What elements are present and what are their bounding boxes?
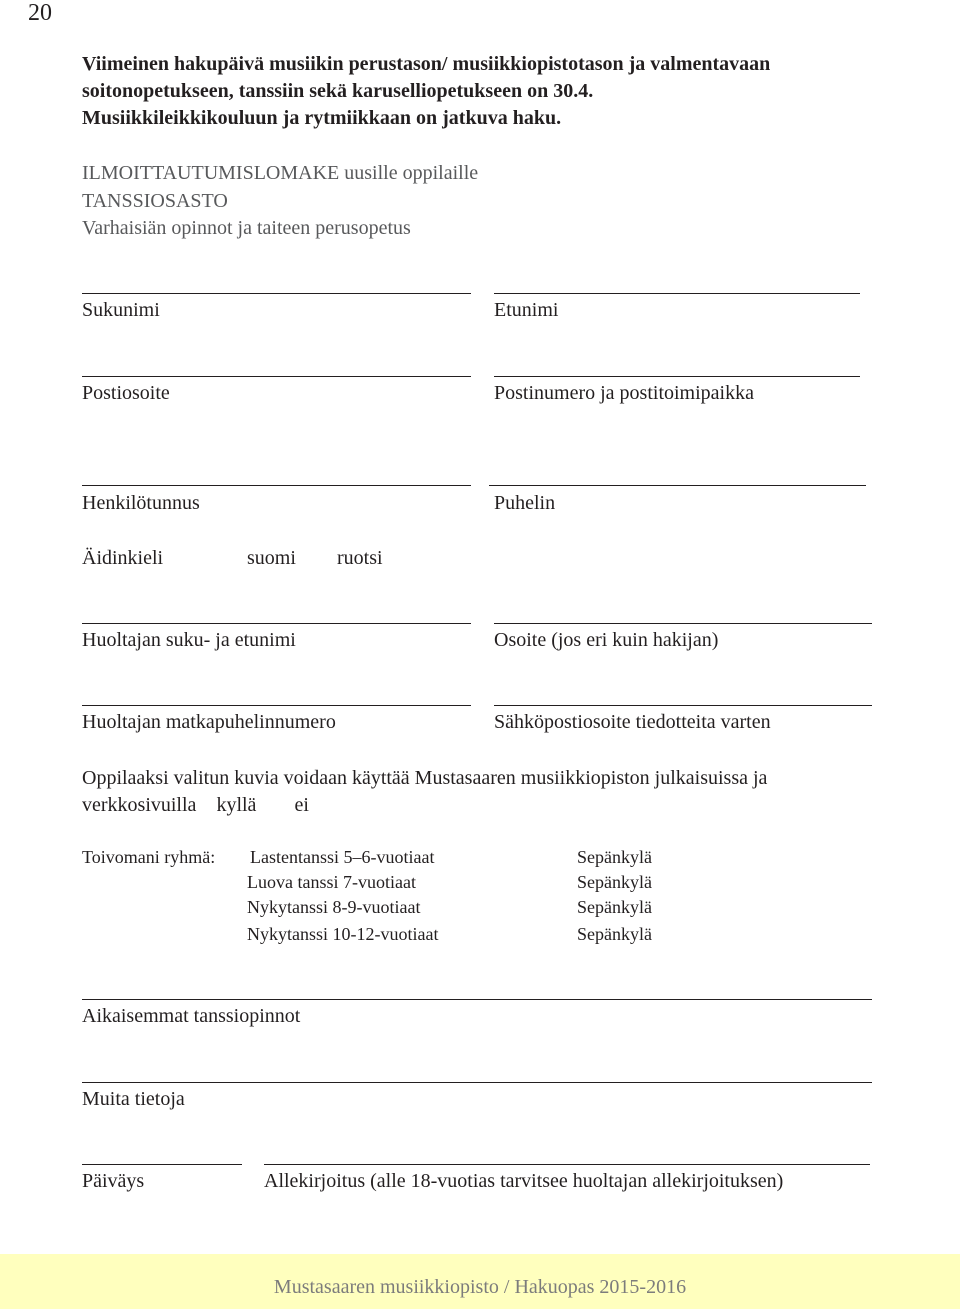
footer-text: Mustasaaren musiikkiopisto / Hakuopas 2015-2016 (273, 1276, 687, 1298)
street-address-label: Postiosoite (82, 382, 170, 404)
mother-tongue-option-finnish[interactable]: suomi (247, 547, 296, 569)
signature-label: Allekirjoitus (alle 18-vuotias tarvitsee huoltajan allekirjoituksen) (264, 1170, 784, 1192)
personal-id-input-line[interactable] (82, 485, 471, 486)
group-selection-label: Toivomani ryhmä: (82, 847, 216, 867)
personal-id-label: Henkilötunnus (82, 492, 200, 514)
surname-label: Sukunimi (82, 299, 160, 321)
postal-code-city-label: Postinumero ja postitoimipaikka (494, 382, 754, 404)
date-label: Päiväys (82, 1170, 145, 1192)
group-option-location: Sepänkylä (577, 897, 652, 917)
first-name-label: Etunimi (494, 299, 559, 321)
guardian-address-label: Osoite (jos eri kuin hakijan) (494, 629, 719, 651)
form-heading (82, 160, 478, 243)
form-title: ILMOITTAUTUMISLOMAKE uusille oppilaille (82, 162, 479, 184)
form-subtitle: Varhaisiän opinnot ja taiteen perusopetus (82, 217, 411, 239)
deadline-line-2: soitonopetukseen, tanssiin sekä karuselliopetukseen on 30.4. (82, 80, 594, 102)
guardian-mobile-label: Huoltajan matkapuhelinnumero (82, 711, 336, 733)
photo-consent-yes-option[interactable]: kyllä (216, 794, 257, 816)
first-name-input-line[interactable] (494, 293, 860, 294)
other-info-input-line[interactable] (82, 1082, 872, 1083)
application-deadline-notice (82, 51, 902, 132)
previous-studies-label: Aikaisemmat tanssiopinnot (82, 1005, 301, 1027)
group-option-location: Sepänkylä (577, 872, 652, 892)
email-input-line[interactable] (494, 705, 872, 706)
street-address-input-line[interactable] (82, 376, 471, 377)
phone-label: Puhelin (494, 492, 556, 514)
guardian-name-label: Huoltajan suku- ja etunimi (82, 629, 296, 651)
photo-consent (82, 765, 902, 819)
photo-consent-text: Oppilaaksi valitun kuvia voidaan käyttää Mustasaaren musiikkiopiston julkaisuissa ja (82, 767, 768, 789)
deadline-line-3: Musiikkileikkikouluun ja rytmiikkaan on jatkuva haku. (82, 107, 562, 129)
phone-input-line[interactable] (489, 485, 866, 486)
photo-consent-no-option[interactable]: ei (294, 794, 309, 816)
group-option-name[interactable]: Luova tanssi 7-vuotiaat (247, 872, 416, 892)
group-option-location: Sepänkylä (577, 924, 652, 944)
group-option-name[interactable]: Lastentanssi 5–6-vuotiaat (250, 847, 435, 867)
date-input-line[interactable] (82, 1164, 242, 1165)
other-info-label: Muita tietoja (82, 1088, 185, 1110)
postal-code-city-input-line[interactable] (494, 376, 860, 377)
group-option-location: Sepänkylä (577, 847, 652, 867)
surname-input-line[interactable] (82, 293, 471, 294)
department-name: TANSSIOSASTO (82, 189, 228, 212)
mother-tongue-label: Äidinkieli (82, 547, 164, 569)
footer-band (0, 1254, 960, 1309)
email-label: Sähköpostiosoite tiedotteita varten (494, 711, 771, 733)
deadline-line-1: Viimeinen hakupäivä musiikin perustason/ musiikkiopistotason ja valmentavaan (82, 53, 771, 75)
guardian-mobile-input-line[interactable] (82, 705, 471, 706)
group-option-name[interactable]: Nykytanssi 8-9-vuotiaat (247, 897, 421, 917)
signature-input-line[interactable] (264, 1164, 870, 1165)
guardian-name-input-line[interactable] (82, 623, 471, 624)
guardian-address-input-line[interactable] (494, 623, 872, 624)
mother-tongue-option-swedish[interactable]: ruotsi (337, 547, 383, 569)
page-number: 20 (28, 0, 52, 26)
previous-studies-input-line[interactable] (82, 999, 872, 1000)
photo-consent-text-end: verkkosivuilla (82, 794, 197, 816)
group-option-name[interactable]: Nykytanssi 10-12-vuotiaat (247, 924, 439, 944)
